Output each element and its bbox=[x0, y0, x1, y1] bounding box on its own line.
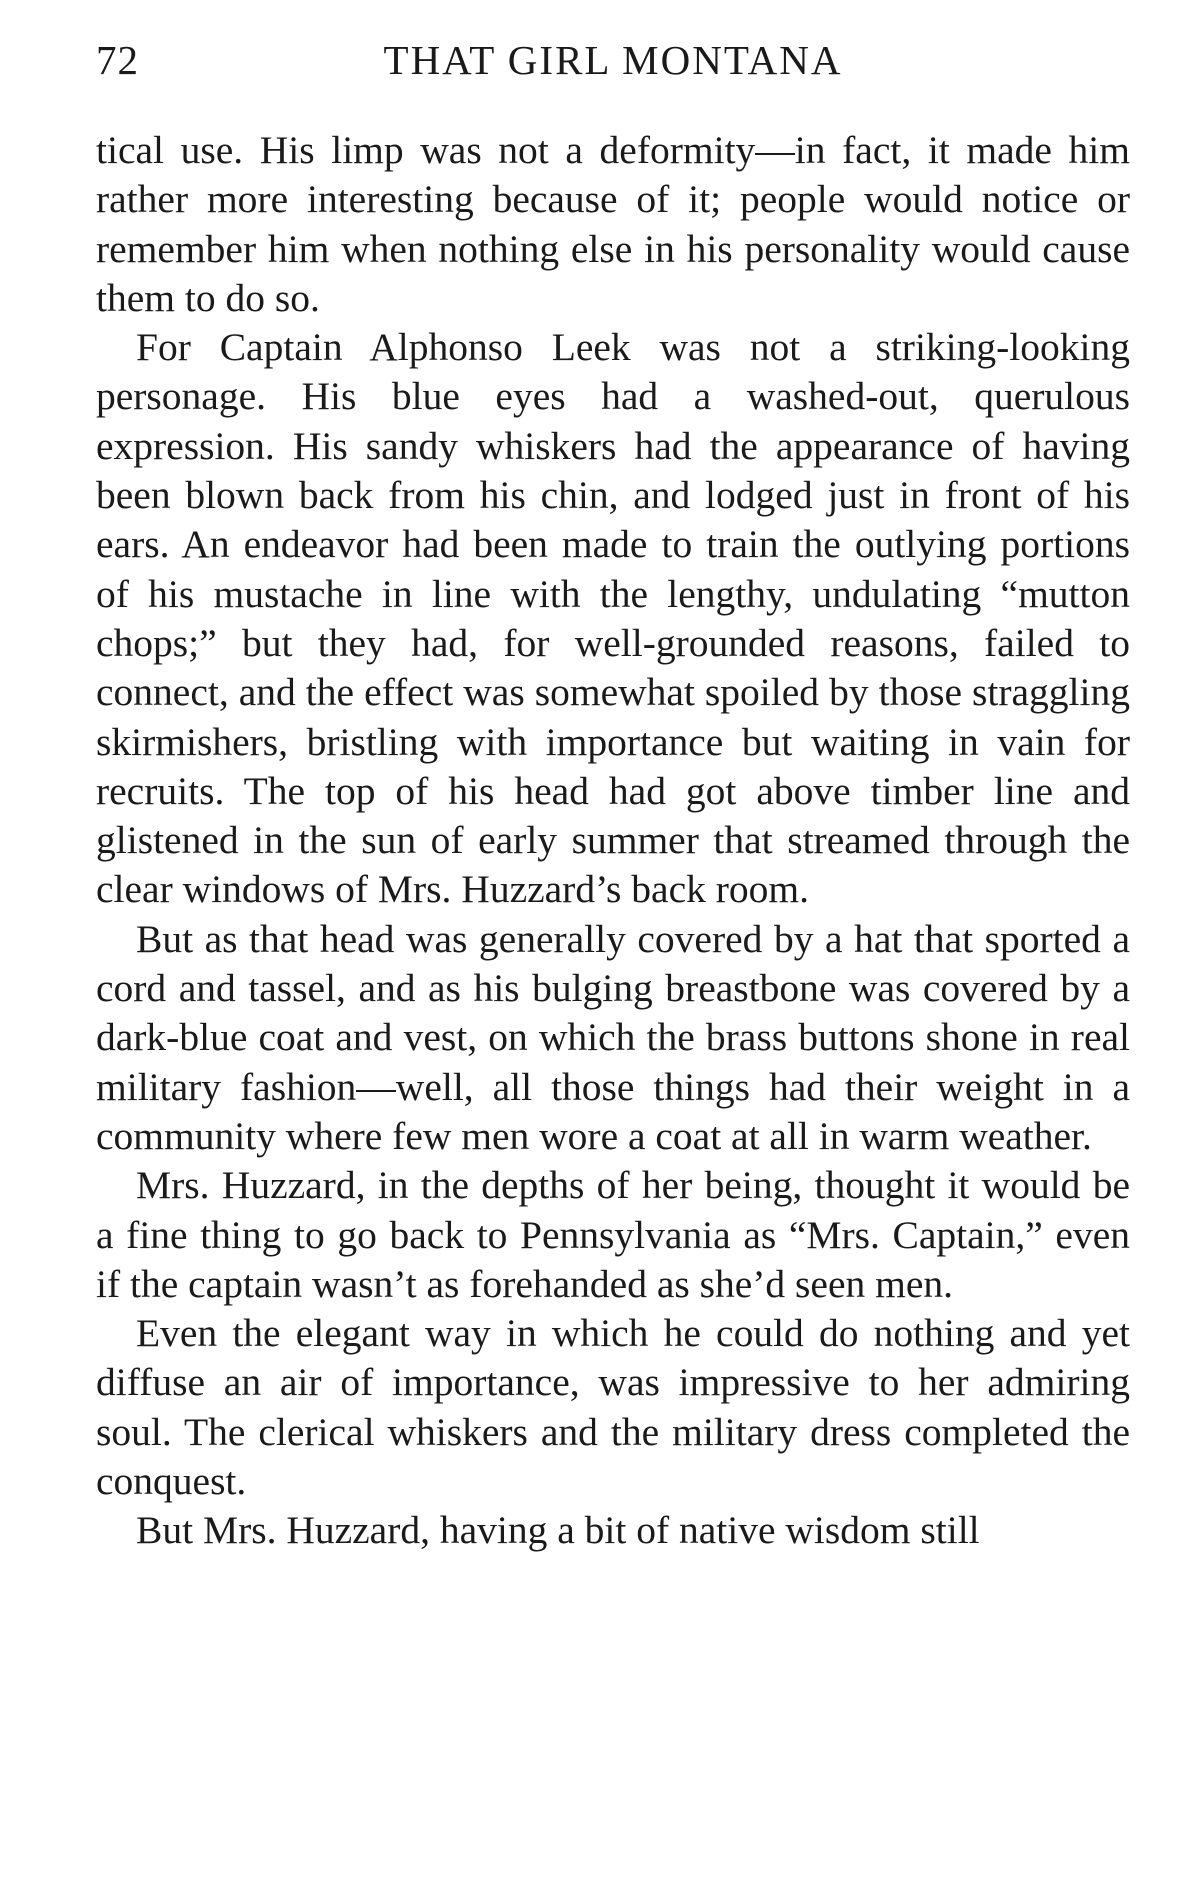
paragraph: Mrs. Huzzard, in the depths of her being, thought it would be a fine thing to go back to Pennsylvania as “Mrs. Captain,” even if the captain wasn’t as forehanded as she’d seen men. bbox=[96, 1163, 1130, 1306]
book-page bbox=[96, 30, 1130, 1556]
body-text bbox=[96, 126, 1130, 1556]
paragraph: But Mrs. Huzzard, having a bit of native wisdom still bbox=[136, 1508, 980, 1553]
paragraph: Even the elegant way in which he could do nothing and yet diffuse an air of importance, was impressive to her admiring soul. The clerical whiskers and the military dress completed the conquest. bbox=[96, 1311, 1130, 1504]
running-title: THAT GIRL MONTANA bbox=[383, 37, 843, 83]
page-number: 72 bbox=[96, 37, 139, 83]
paragraph: But as that head was generally covered by a hat that sported a cord and tassel, and as his bulging breastbone was covered by a dark-blue coat and vest, on which the brass buttons shone in real military fashion—well, all those things had their weight in a community where few men wore a coat at all in warm weather. bbox=[96, 916, 1130, 1158]
paragraph-continued: tical use. His limp was not a deformity—in fact, it made him rather more interesting because of it; people would notice or remember him when nothing else in his personality would cause them to do so. bbox=[96, 128, 1130, 320]
running-head bbox=[96, 30, 1130, 90]
paragraph: For Captain Alphonso Leek was not a striking-looking personage. His blue eyes had a washed-out, querulous expression. His sandy whiskers had the appearance of having been blown back from his chin, and lodged just in front of his ears. An endeavor had been made to train the outlying portions of his mustache in line with the lengthy, undulating “mutton chops;” but they had, for well-grounded reasons, failed to connect, and the effect was somewhat spoiled by those straggling skirmishers, bristling with importance but waiting in vain for recruits. The top of his head had got above timber line and glistened in the sun of early summer that streamed through the clear windows of Mrs. Huzzard’s back room. bbox=[96, 325, 1130, 912]
